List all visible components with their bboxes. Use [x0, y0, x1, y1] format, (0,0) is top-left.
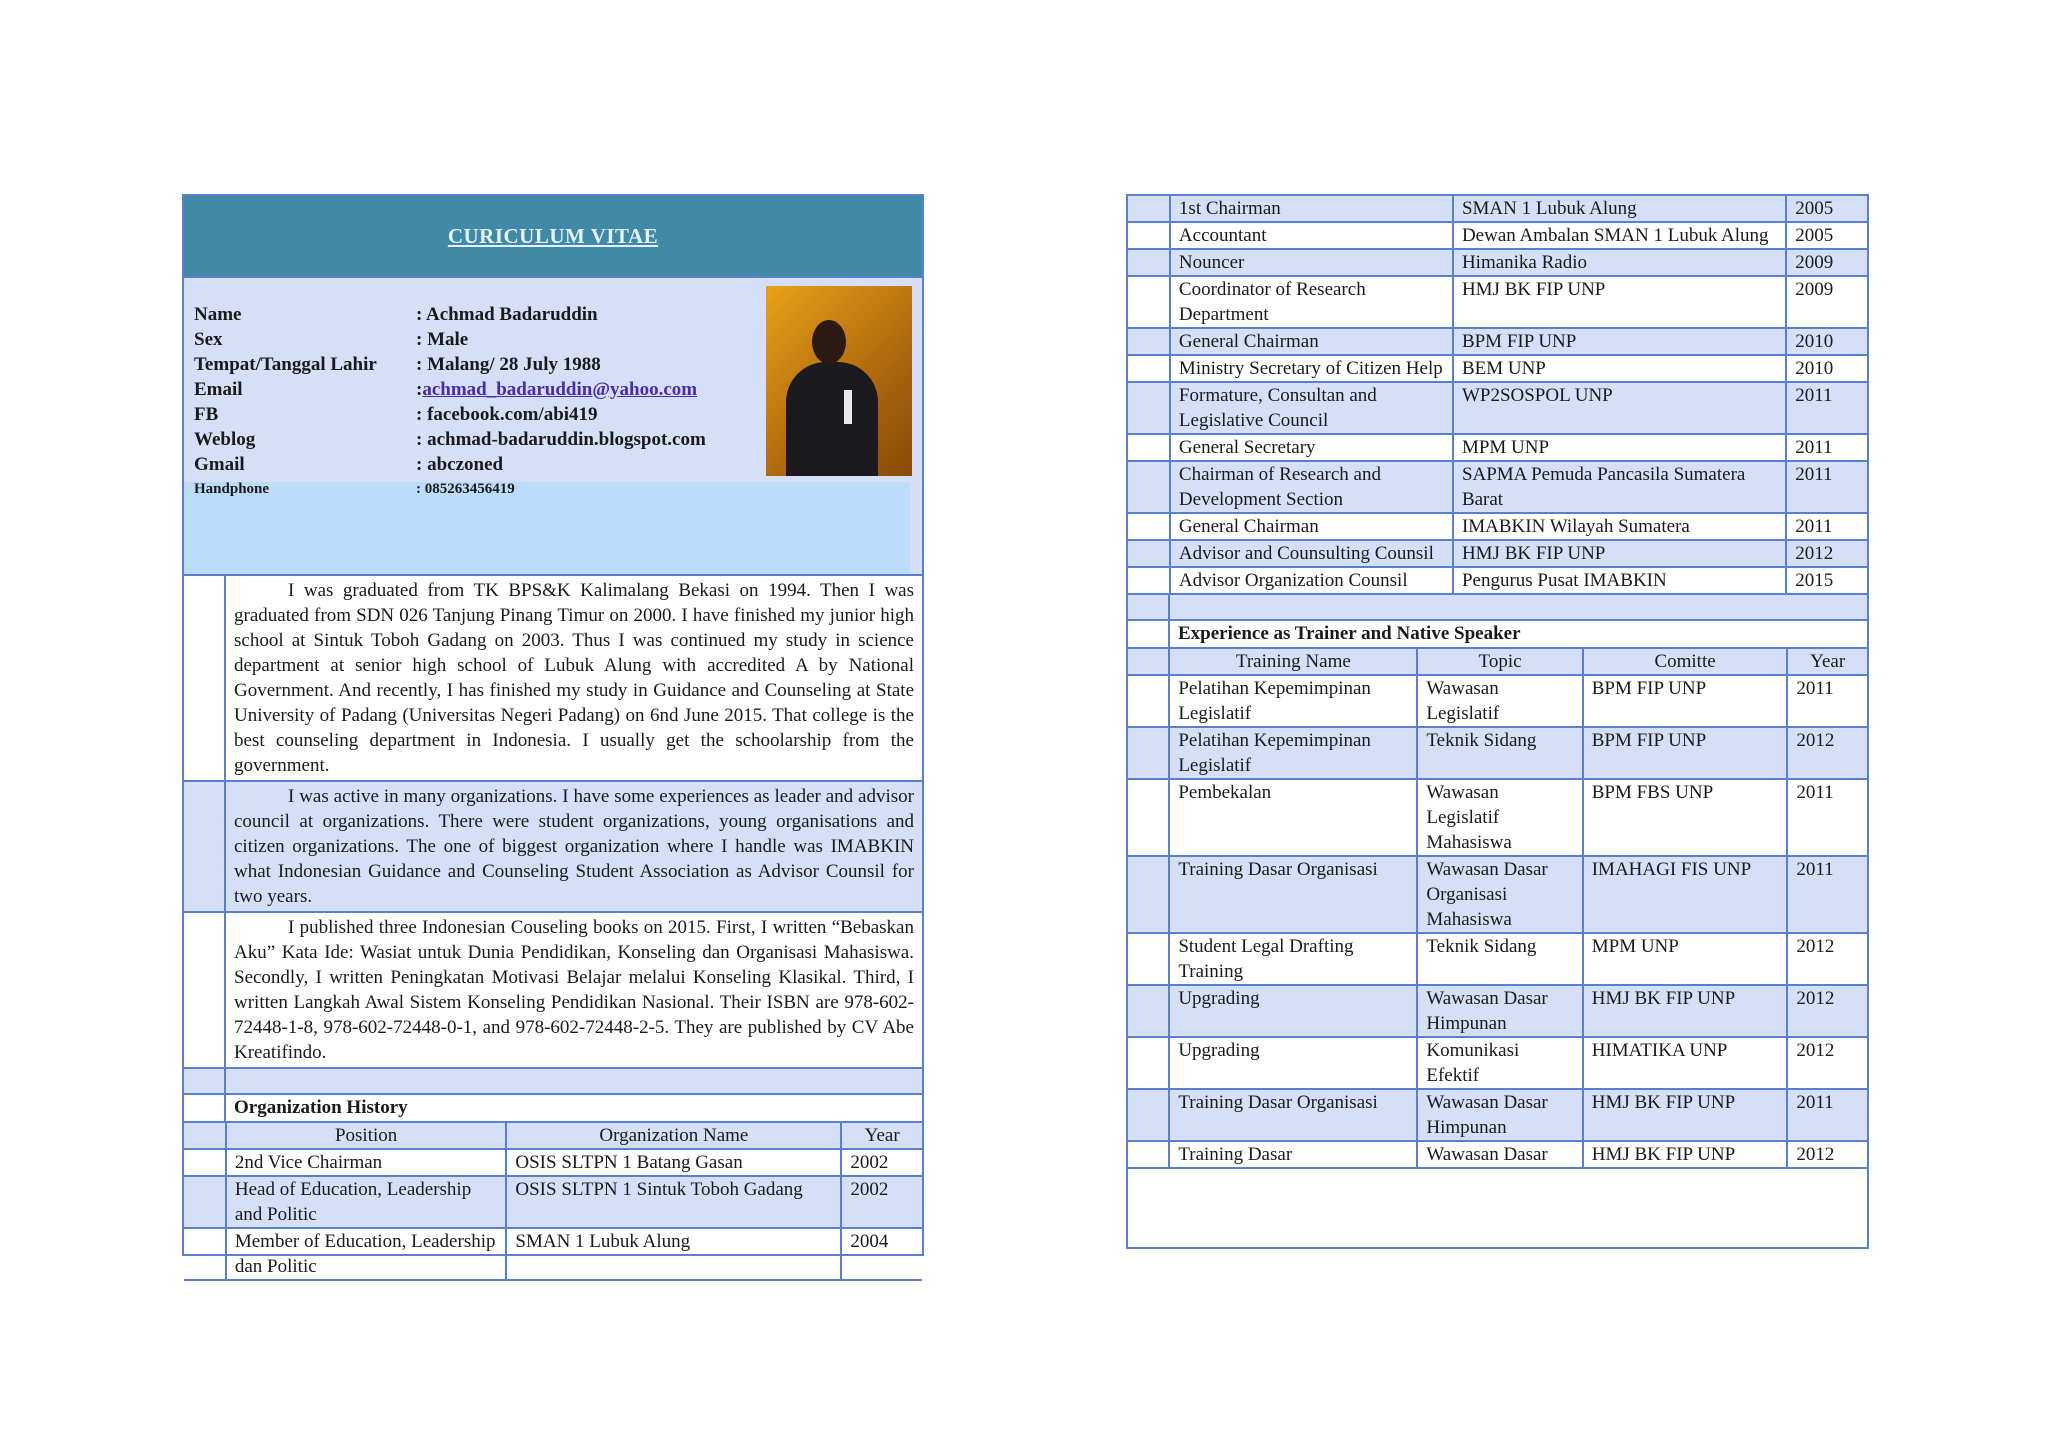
- table-row: [1128, 461, 1867, 513]
- table-row: [1128, 567, 1867, 594]
- table-cell: 2011: [1787, 1089, 1867, 1141]
- table-cell: HMJ BK FIP UNP: [1583, 1141, 1788, 1168]
- table-cell: 2002: [841, 1149, 922, 1176]
- info-row: [194, 477, 706, 502]
- table-cell: Advisor Organization Counsil: [1170, 567, 1453, 594]
- table-cell: Chairman of Research and Development Section: [1170, 461, 1453, 513]
- table-row: [1128, 1037, 1867, 1089]
- table-cell: 2011: [1786, 434, 1867, 461]
- info-value: : facebook.com/abi419: [416, 403, 598, 425]
- info-label: Email: [194, 378, 243, 400]
- table-cell: 2012: [1787, 933, 1867, 985]
- cv-page-left: [182, 194, 924, 1277]
- table-cell: 2011: [1787, 779, 1867, 856]
- table-row: [1128, 1141, 1867, 1168]
- table-cell: Training Dasar: [1169, 1141, 1417, 1168]
- table-cell: 2011: [1786, 382, 1867, 434]
- info-label: Sex: [194, 328, 223, 350]
- table-cell: 2011: [1786, 461, 1867, 513]
- table-cell: 2010: [1786, 328, 1867, 355]
- table-row: [1128, 540, 1867, 567]
- table-cell: BPM FBS UNP: [1583, 779, 1788, 856]
- table-cell: Formature, Consultan and Legislative Council: [1170, 382, 1453, 434]
- cv-page-right: [1126, 194, 1869, 1249]
- cv-header: [184, 196, 922, 278]
- table-cell: Dewan Ambalan SMAN 1 Lubuk Alung: [1453, 222, 1786, 249]
- table-cell: Wawasan Dasar Himpunan: [1417, 1089, 1582, 1141]
- info-row: [194, 402, 706, 427]
- table-cell: Wawasan Dasar: [1417, 1141, 1582, 1168]
- table-cell: OSIS SLTPN 1 Sintuk Toboh Gadang: [506, 1176, 841, 1228]
- info-label: Handphone: [194, 481, 270, 497]
- table-cell: Upgrading: [1169, 985, 1417, 1037]
- column-header: Comitte: [1583, 649, 1788, 675]
- photo-microphone: [844, 390, 852, 424]
- table-cell: 2012: [1786, 540, 1867, 567]
- table-cell: OSIS SLTPN 1 Batang Gasan: [506, 1149, 841, 1176]
- profile-photo: [766, 286, 912, 476]
- table-row: [1128, 675, 1867, 727]
- table-cell: Wawasan Dasar Organisasi Mahasiswa: [1417, 856, 1582, 933]
- table-cell: General Chairman: [1170, 328, 1453, 355]
- table-cell: 2011: [1787, 856, 1867, 933]
- table-cell: Ministry Secretary of Citizen Help: [1170, 355, 1453, 382]
- table-cell: 2011: [1786, 513, 1867, 540]
- spacer-row: [1128, 595, 1867, 621]
- table-row: [1128, 727, 1867, 779]
- paragraph-text: I published three Indonesian Couseling books on 2015. First, I written “Bebaskan Aku” Kata Ide: Wasiat untuk Dunia Pendidikan, Konseling dan Organisasi Mahasiswa. Secondly, I written Peningkatan Motivasi Belajar melalui Konseling Klasikal. Third, I written Langkah Awal Sistem Konseling Pendidikan Nasional. Their ISBN are 978-602-72448-1-8, 978-602-72448-0-1, and 978-602-72448-2-5. They are published by CV Abe Kreatifindo.: [234, 917, 914, 1063]
- personal-info-section: [184, 278, 922, 576]
- photo-figure-head: [812, 320, 846, 364]
- personal-info-list: [194, 302, 706, 502]
- info-value: : achmad-badaruddin.blogspot.com: [416, 428, 706, 450]
- table-row: [1128, 933, 1867, 985]
- table-cell: 2012: [1787, 985, 1867, 1037]
- table-cell: HMJ BK FIP UNP: [1583, 985, 1788, 1037]
- table-row: [1128, 779, 1867, 856]
- table-cell: SAPMA Pemuda Pancasila Sumatera Barat: [1453, 461, 1786, 513]
- info-row: [194, 352, 706, 377]
- table-cell: 2012: [1787, 1037, 1867, 1089]
- column-header: Training Name: [1169, 649, 1417, 675]
- table-cell: 2012: [1787, 727, 1867, 779]
- info-label: Weblog: [194, 428, 256, 450]
- table-cell: SMAN 1 Lubuk Alung: [506, 1228, 841, 1280]
- table-cell: 2009: [1786, 276, 1867, 328]
- table-cell: Advisor and Counsulting Counsil: [1170, 540, 1453, 567]
- table-header-row: [1128, 649, 1867, 675]
- organization-table-right: [1128, 196, 1867, 595]
- table-cell: Komunikasi Efektif: [1417, 1037, 1582, 1089]
- table-cell: 2nd Vice Chairman: [226, 1149, 507, 1176]
- column-header: Organization Name: [506, 1123, 841, 1149]
- table-cell: Accountant: [1170, 222, 1453, 249]
- info-value: : Male: [416, 328, 469, 350]
- info-row: [194, 327, 706, 352]
- table-cell: Coordinator of Research Department: [1170, 276, 1453, 328]
- table-cell: MPM UNP: [1583, 933, 1788, 985]
- table-row: [1128, 856, 1867, 933]
- table-row: [184, 1149, 922, 1176]
- table-cell: Pelatihan Kepemimpinan Legislatif: [1169, 727, 1417, 779]
- table-cell: Himanika Radio: [1453, 249, 1786, 276]
- info-row: [194, 302, 706, 327]
- table-row: [184, 1176, 922, 1228]
- info-value: : Malang/ 28 July 1988: [416, 353, 601, 375]
- info-value: : abczoned: [416, 453, 504, 475]
- info-label: Name: [194, 303, 242, 325]
- table-cell: BPM FIP UNP: [1453, 328, 1786, 355]
- table-cell: Wawasan Legislatif: [1417, 675, 1582, 727]
- table-cell: 2005: [1786, 222, 1867, 249]
- email-link[interactable]: achmad_badaruddin@yahoo.com: [422, 378, 698, 400]
- organization-history-heading-row: [184, 1095, 922, 1123]
- table-row: [1128, 434, 1867, 461]
- table-cell: Training Dasar Organisasi: [1169, 856, 1417, 933]
- table-cell: Teknik Sidang: [1417, 933, 1582, 985]
- trainer-table: [1128, 649, 1867, 1169]
- table-cell: IMABKIN Wilayah Sumatera: [1453, 513, 1786, 540]
- table-cell: IMAHAGI FIS UNP: [1583, 856, 1788, 933]
- table-row: [1128, 249, 1867, 276]
- table-cell: 2010: [1786, 355, 1867, 382]
- column-header: Position: [226, 1123, 507, 1149]
- table-row: [184, 1228, 922, 1280]
- section-heading: Experience as Trainer and Native Speaker: [1178, 623, 1521, 644]
- table-cell: Pelatihan Kepemimpinan Legislatif: [1169, 675, 1417, 727]
- organization-table-left: [184, 1123, 922, 1281]
- table-cell: 2015: [1786, 567, 1867, 594]
- info-label: Tempat/Tanggal Lahir: [194, 353, 377, 375]
- info-row: [194, 377, 706, 402]
- info-value: : Achmad Badaruddin: [416, 303, 598, 325]
- table-cell: 1st Chairman: [1170, 196, 1453, 222]
- paragraph-text: I was active in many organizations. I have some experiences as leader and advisor council at organizations. There were student organizations, young organisations and citizen organizations. The one of biggest organization where I handle was IMABKIN what Indonesian Guidance and Counseling Student Association as Advisor Counsil for two years.: [234, 786, 914, 907]
- table-cell: General Secretary: [1170, 434, 1453, 461]
- trainer-heading-row: [1128, 621, 1867, 649]
- table-cell: HIMATIKA UNP: [1583, 1037, 1788, 1089]
- table-cell: HMJ BK FIP UNP: [1583, 1089, 1788, 1141]
- table-cell: Head of Education, Leadership and Politic: [226, 1176, 507, 1228]
- table-cell: 2011: [1787, 675, 1867, 727]
- paragraph-education: [184, 576, 922, 782]
- table-cell: 2009: [1786, 249, 1867, 276]
- info-value: :: [416, 378, 423, 400]
- table-cell: BPM FIP UNP: [1583, 727, 1788, 779]
- table-cell: 2012: [1787, 1141, 1867, 1168]
- table-row: [1128, 513, 1867, 540]
- table-cell: Wawasan Legislatif Mahasiswa: [1417, 779, 1582, 856]
- table-row: [1128, 328, 1867, 355]
- table-cell: Pembekalan: [1169, 779, 1417, 856]
- table-cell: Student Legal Drafting Training: [1169, 933, 1417, 985]
- table-row: [1128, 985, 1867, 1037]
- table-row: [1128, 355, 1867, 382]
- table-cell: 2002: [841, 1176, 922, 1228]
- table-cell: MPM UNP: [1453, 434, 1786, 461]
- paragraph-publications: [184, 913, 922, 1069]
- column-header: Year: [841, 1123, 922, 1149]
- info-label: FB: [194, 403, 219, 425]
- info-value: : 085263456419: [416, 481, 515, 497]
- table-row: [1128, 276, 1867, 328]
- paragraph-organizations: [184, 782, 922, 913]
- table-cell: HMJ BK FIP UNP: [1453, 540, 1786, 567]
- table-cell: Wawasan Dasar Himpunan: [1417, 985, 1582, 1037]
- column-header: Topic: [1417, 649, 1582, 675]
- cv-title: CURICULUM VITAE: [447, 223, 659, 248]
- table-cell: Training Dasar Organisasi: [1169, 1089, 1417, 1141]
- table-cell: SMAN 1 Lubuk Alung: [1453, 196, 1786, 222]
- table-cell: Teknik Sidang: [1417, 727, 1582, 779]
- paragraph-text: I was graduated from TK BPS&K Kalimalang Bekasi on 1994. Then I was graduated from SDN 026 Tanjung Pinang Timur on 2000. I have finished my junior high school at Sintuk Toboh Gadang on 2003. Thus I was continued my study in science department at senior high school of Lubuk Alung with accredited A by National Government. And recently, I has finished my study in Guidance and Counseling at State University of Padang (Universitas Negeri Padang) on 6nd June 2015. That college is the best counseling department in Indonesia. I usually get the schoolarship from the government.: [234, 580, 914, 776]
- table-cell: Member of Education, Leadership dan Politic: [226, 1228, 507, 1280]
- table-cell: Upgrading: [1169, 1037, 1417, 1089]
- table-cell: 2005: [1786, 196, 1867, 222]
- info-row: [194, 452, 706, 477]
- table-row: [1128, 382, 1867, 434]
- table-cell: WP2SOSPOL UNP: [1453, 382, 1786, 434]
- table-cell: BPM FIP UNP: [1583, 675, 1788, 727]
- table-row: [1128, 1089, 1867, 1141]
- table-cell: 2004: [841, 1228, 922, 1280]
- section-heading: Organization History: [234, 1097, 408, 1118]
- table-cell: BEM UNP: [1453, 355, 1786, 382]
- column-header: Year: [1787, 649, 1867, 675]
- table-cell: Nouncer: [1170, 249, 1453, 276]
- table-header-row: [184, 1123, 922, 1149]
- table-cell: Pengurus Pusat IMABKIN: [1453, 567, 1786, 594]
- table-cell: General Chairman: [1170, 513, 1453, 540]
- spacer-row: [184, 1069, 922, 1095]
- table-row: [1128, 196, 1867, 222]
- table-cell: HMJ BK FIP UNP: [1453, 276, 1786, 328]
- table-row: [1128, 222, 1867, 249]
- info-row: [194, 427, 706, 452]
- photo-figure-body: [786, 362, 878, 476]
- info-label: Gmail: [194, 453, 245, 475]
